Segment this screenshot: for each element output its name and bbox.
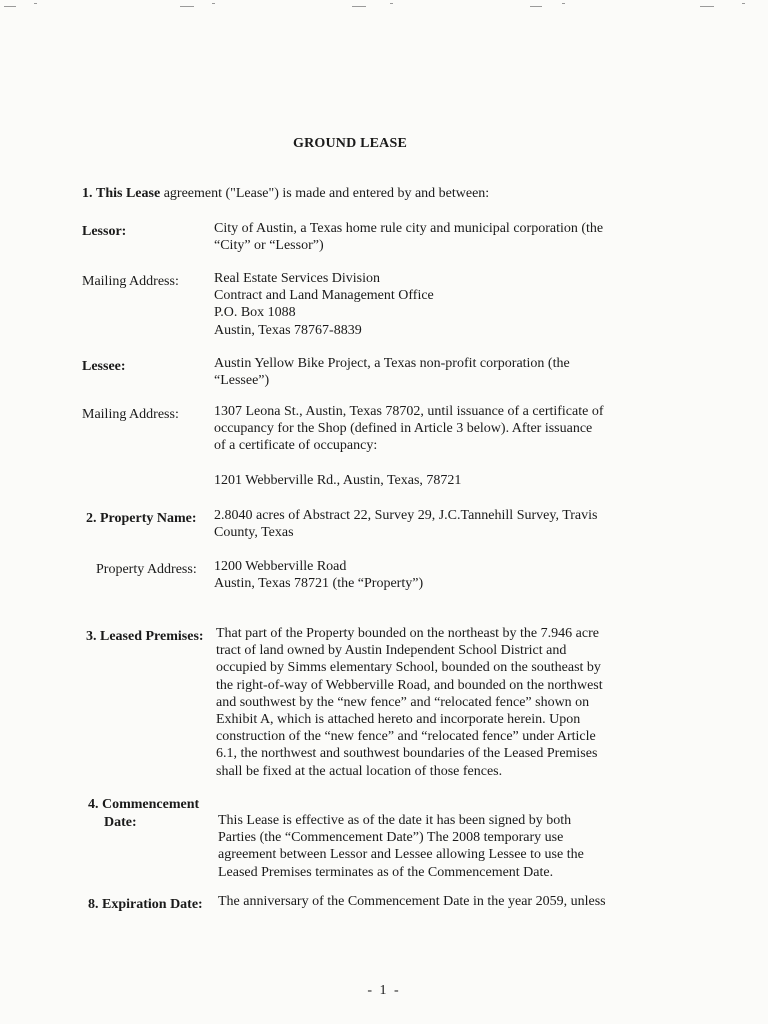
- intro-rest: agreement ("Lease") is made and entered by and between:: [160, 186, 490, 201]
- lessor-mailing-label: Mailing Address:: [82, 274, 179, 289]
- text-line: 6.1, the northwest and southwest boundaries of the Leased Premises: [216, 746, 598, 762]
- text-line: City of Austin, a Texas home rule city and municipal corporation (the: [214, 221, 604, 236]
- intro-sentence: [82, 186, 489, 202]
- lessor-mailing-value: [214, 270, 634, 339]
- lessee-mailing-value: [214, 403, 644, 489]
- text-line: occupied by Simms elementary School, bounded on the southeast by: [216, 660, 601, 676]
- lessee-value: [214, 355, 634, 389]
- text-line: Austin, Texas 78767-8839: [214, 322, 362, 338]
- text-line: “Lessee”): [214, 373, 270, 389]
- lessor-value: [214, 220, 634, 254]
- expiration-value: [218, 893, 658, 910]
- text-line: Parties (the “Commencement Date”) The 2008 temporary use: [218, 830, 564, 846]
- text-line: construction of the “new fence” and “relocated fence” under Article: [216, 729, 596, 745]
- text-line: Contract and Land Management Office: [214, 288, 434, 304]
- lessee-label: Lessee:: [82, 359, 126, 374]
- text-line: P.O. Box 1088: [214, 305, 296, 321]
- lessor-label: Lessor:: [82, 224, 127, 239]
- text-line: shall be fixed at the actual location of those fences.: [216, 763, 503, 779]
- text-line: occupancy for the Shop (defined in Article 3 below). After issuance: [214, 421, 593, 437]
- text-line: 1201 Webberville Rd., Austin, Texas, 78721: [214, 472, 462, 488]
- scan-artifacts: [0, 0, 768, 20]
- commencement-label: 4. Commencement: [88, 797, 200, 812]
- intro-bold-phrase: This Lease: [96, 186, 161, 201]
- property-name-value: [214, 507, 644, 541]
- lessee-mailing-label: Mailing Address:: [82, 407, 179, 422]
- text-line: 1307 Leona St., Austin, Texas 78702, until issuance of a certificate of: [214, 404, 604, 419]
- text-line: This Lease is effective as of the date it has been signed by both: [218, 813, 572, 828]
- text-line: Austin, Texas 78721 (the “Property”): [214, 576, 424, 592]
- expiration-label: 8. Expiration Date:: [88, 897, 203, 912]
- leased-premises-label: 3. Leased Premises:: [86, 629, 204, 644]
- text-line: Real Estate Services Division: [214, 271, 381, 286]
- property-name-label: 2. Property Name:: [86, 511, 197, 526]
- text-line: the right-of-way of Webberville Road, and bounded on the northwest: [216, 677, 603, 693]
- text-line: “City” or “Lessor”): [214, 238, 324, 254]
- property-address-label: Property Address:: [96, 562, 197, 577]
- text-line: and southwest by the “new fence” and “relocated fence” shown on: [216, 694, 590, 710]
- text-line: of a certificate of occupancy:: [214, 438, 378, 454]
- text-line: Leased Premises terminates as of the Commencement Date.: [218, 864, 554, 880]
- text-line: Exhibit A, which is attached hereto and incorporate herein. Upon: [216, 712, 581, 728]
- commencement-value: [218, 812, 638, 881]
- text-line: Austin Yellow Bike Project, a Texas non-profit corporation (the: [214, 356, 570, 371]
- text-line: 2.8040 acres of Abstract 22, Survey 29, J.C.Tannehill Survey, Travis: [214, 508, 598, 523]
- text-line: The anniversary of the Commencement Date in the year 2059, unless: [218, 894, 606, 909]
- page-number: - 1 -: [367, 983, 401, 998]
- text-line: agreement between Lessor and Lessee allowing Lessee to use the: [218, 847, 584, 863]
- leased-premises-value: [216, 625, 636, 780]
- intro-number: 1.: [82, 186, 93, 201]
- text-line: County, Texas: [214, 525, 294, 541]
- text-line: 1200 Webberville Road: [214, 559, 347, 574]
- document-title: GROUND LEASE: [292, 136, 408, 151]
- text-line: tract of land owned by Austin Independent School District and: [216, 643, 567, 659]
- commencement-date-label: Date:: [104, 815, 137, 830]
- text-line: That part of the Property bounded on the northeast by the 7.946 acre: [216, 626, 599, 641]
- property-address-value: [214, 558, 634, 592]
